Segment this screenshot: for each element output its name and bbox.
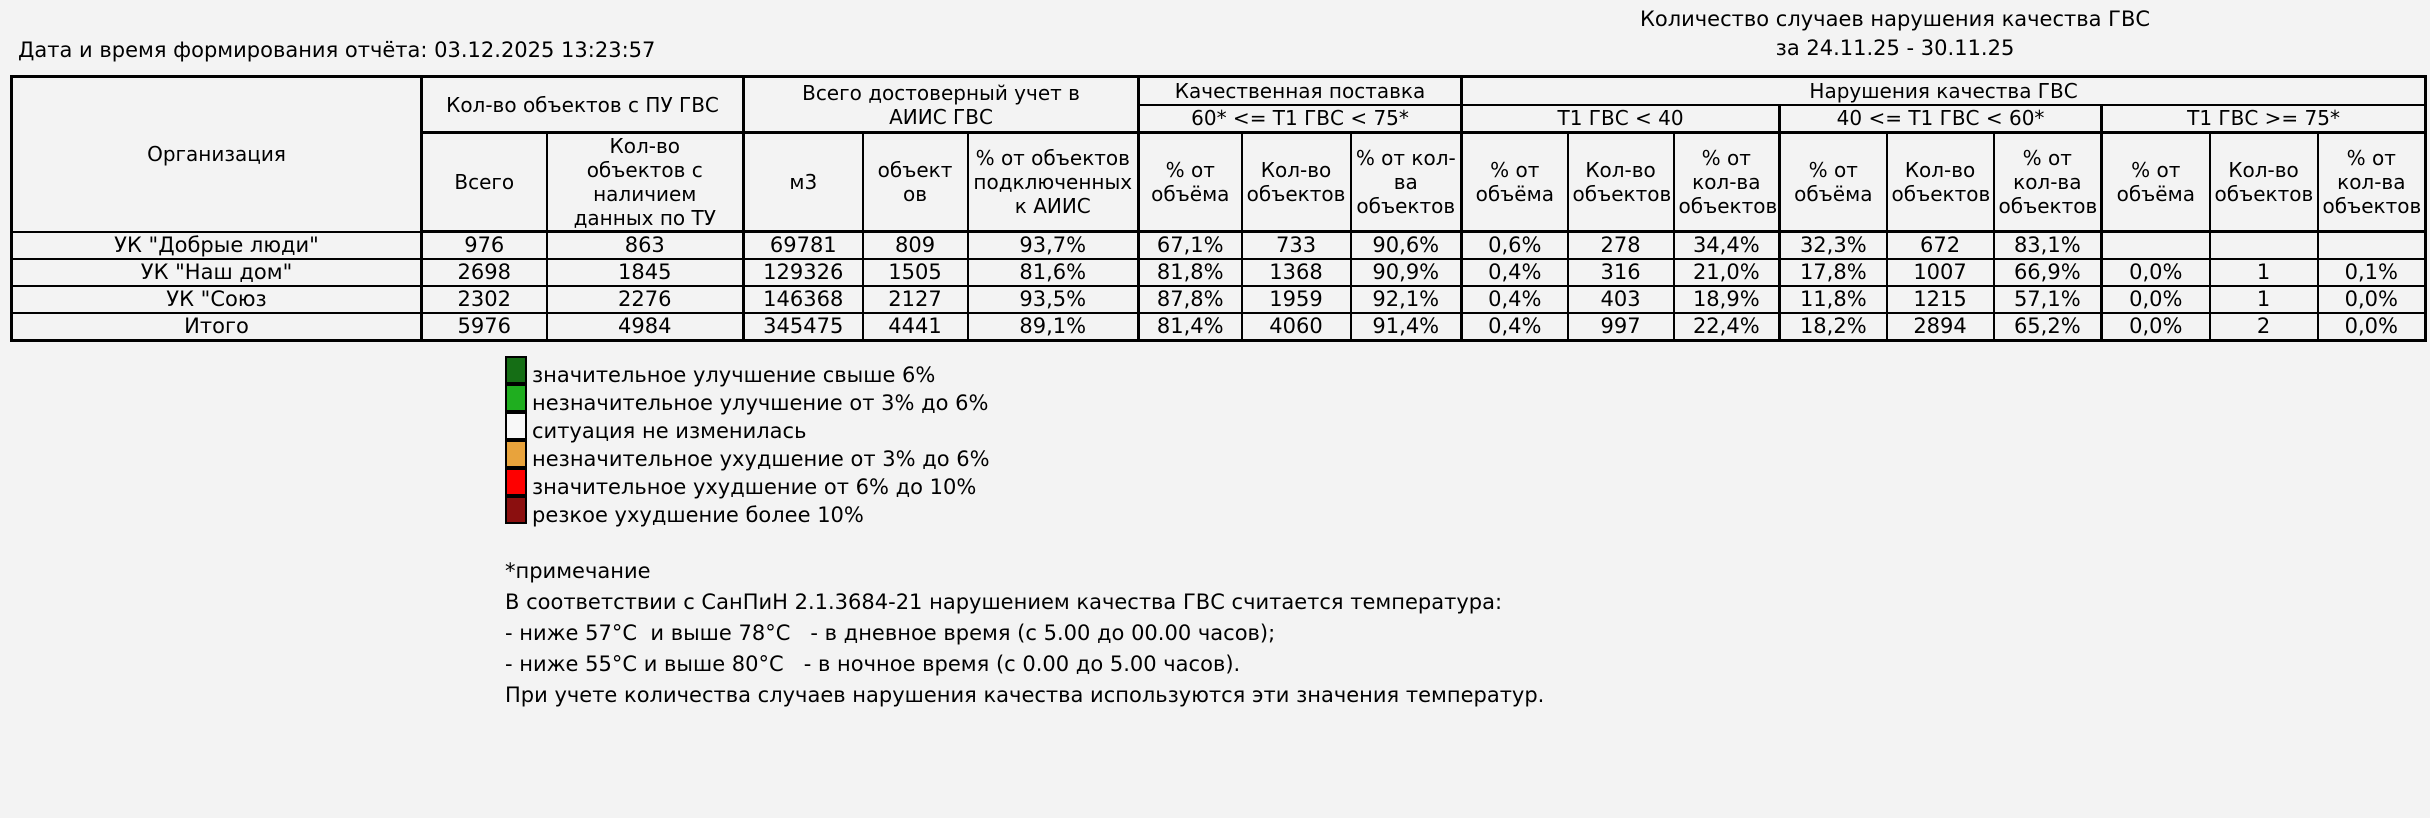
value-cell: 89,1%	[968, 313, 1139, 341]
value-cell: 57,1%	[1994, 286, 2102, 313]
report-datetime: Дата и время формирования отчёта: 03.12.2025 13:23:57	[18, 38, 656, 62]
value-cell: 0,0%	[2318, 313, 2426, 341]
legend-label: значительное ухудшение от 6% до 10%	[532, 475, 977, 499]
value-cell: 0,0%	[2102, 286, 2210, 313]
value-cell: 91,4%	[1351, 313, 1462, 341]
report-title-line1: Количество случаев нарушения качества ГВС	[1639, 7, 2151, 31]
legend-swatch	[505, 412, 527, 440]
value-cell: 65,2%	[1994, 313, 2102, 341]
value-cell: 17,8%	[1780, 259, 1887, 286]
col-header-40-60-pct-volume: % от объёма	[1780, 133, 1887, 232]
value-cell: 11,8%	[1780, 286, 1887, 313]
col-header-quality-pct-count: % от кол-ва объектов	[1351, 133, 1462, 232]
value-cell: 22,4%	[1674, 313, 1780, 341]
col-header-m3: м3	[744, 133, 863, 232]
value-cell: 21,0%	[1674, 259, 1780, 286]
col-range-below-40: Т1 ГВС < 40	[1462, 105, 1780, 133]
col-range-quality: 60* <= Т1 ГВС < 75*	[1139, 105, 1462, 133]
value-cell: 316	[1568, 259, 1674, 286]
legend-swatch	[505, 384, 527, 412]
table-row	[12, 286, 2426, 313]
legend-swatch	[505, 356, 527, 384]
value-cell: 1215	[1887, 286, 1994, 313]
value-cell: 1	[2210, 259, 2318, 286]
value-cell: 18,9%	[1674, 286, 1780, 313]
org-cell: УК "Наш дом"	[12, 259, 422, 286]
value-cell	[2102, 232, 2210, 260]
value-cell: 66,9%	[1994, 259, 2102, 286]
value-cell: 83,1%	[1994, 232, 2102, 260]
value-cell: 0,4%	[1462, 286, 1568, 313]
col-header-40-60-pct-count: % от кол-ва объектов	[1994, 133, 2102, 232]
org-cell: УК "Союз	[12, 286, 422, 313]
value-cell: 67,1%	[1139, 232, 1242, 260]
col-header-below40-count: Кол-во объектов	[1568, 133, 1674, 232]
value-cell: 1505	[863, 259, 968, 286]
value-cell: 1959	[1242, 286, 1351, 313]
col-header-pu-total: Всего	[422, 133, 547, 232]
col-header-above75-count: Кол-во объектов	[2210, 133, 2318, 232]
legend-swatch	[505, 468, 527, 496]
report-table-body	[12, 232, 2426, 341]
org-cell: Итого	[12, 313, 422, 341]
col-header-below40-pct-volume: % от объёма	[1462, 133, 1568, 232]
value-cell: 90,6%	[1351, 232, 1462, 260]
col-header-pu-with-tu	[547, 133, 744, 232]
footnote-line: - ниже 57°С и выше 78°С - в дневное время (с 5.00 до 00.00 часов);	[505, 621, 1276, 645]
value-cell: 809	[863, 232, 968, 260]
value-cell: 0,0%	[2102, 313, 2210, 341]
value-cell	[2318, 232, 2426, 260]
footnote	[505, 556, 1544, 711]
legend-swatch	[505, 440, 527, 468]
value-cell: 32,3%	[1780, 232, 1887, 260]
table-row	[12, 232, 2426, 260]
value-cell: 2127	[863, 286, 968, 313]
value-cell: 2894	[1887, 313, 1994, 341]
col-group-quality-violations: Нарушения качества ГВС	[1462, 77, 2426, 105]
value-cell: 34,4%	[1674, 232, 1780, 260]
col-header-quality-pct-volume: % от объёма	[1139, 133, 1242, 232]
col-header-above75-pct-volume: % от объёма	[2102, 133, 2210, 232]
value-cell: 69781	[744, 232, 863, 260]
col-header-quality-count: Кол-во объектов	[1242, 133, 1351, 232]
value-cell: 672	[1887, 232, 1994, 260]
value-cell: 345475	[744, 313, 863, 341]
value-cell: 733	[1242, 232, 1351, 260]
legend-item	[505, 356, 990, 387]
value-cell: 1	[2210, 286, 2318, 313]
value-cell: 0,4%	[1462, 313, 1568, 341]
legend-label: резкое ухудшение более 10%	[532, 503, 864, 527]
value-cell: 4984	[547, 313, 744, 341]
footnote-line: - ниже 55°С и выше 80°С - в ночное время (с 0.00 до 5.00 часов).	[505, 652, 1241, 676]
legend	[505, 356, 990, 527]
value-cell: 146368	[744, 286, 863, 313]
value-cell: 93,7%	[968, 232, 1139, 260]
value-cell: 1368	[1242, 259, 1351, 286]
value-cell: 403	[1568, 286, 1674, 313]
col-header-pu-with-tu-label: Кол-во объектов с наличием данных по ТУ	[573, 134, 716, 230]
value-cell: 0,6%	[1462, 232, 1568, 260]
value-cell: 4060	[1242, 313, 1351, 341]
legend-label: значительное улучшение свыше 6%	[532, 363, 936, 387]
col-header-organization: Организация	[12, 77, 422, 232]
value-cell: 0,1%	[2318, 259, 2426, 286]
value-cell: 87,8%	[1139, 286, 1242, 313]
value-cell: 81,8%	[1139, 259, 1242, 286]
value-cell: 997	[1568, 313, 1674, 341]
value-cell: 1845	[547, 259, 744, 286]
value-cell: 0,0%	[2102, 259, 2210, 286]
value-cell: 2276	[547, 286, 744, 313]
footnote-line: *примечание	[505, 559, 651, 583]
value-cell: 863	[547, 232, 744, 260]
value-cell: 81,4%	[1139, 313, 1242, 341]
value-cell: 90,9%	[1351, 259, 1462, 286]
value-cell: 2698	[422, 259, 547, 286]
value-cell: 1007	[1887, 259, 1994, 286]
legend-label: незначительное ухудшение от 3% до 6%	[532, 447, 990, 471]
value-cell: 278	[1568, 232, 1674, 260]
col-range-above-75: Т1 ГВС >= 75*	[2102, 105, 2426, 133]
value-cell: 2	[2210, 313, 2318, 341]
value-cell: 81,6%	[968, 259, 1139, 286]
col-range-40-60: 40 <= Т1 ГВС < 60*	[1780, 105, 2102, 133]
value-cell: 5976	[422, 313, 547, 341]
value-cell: 18,2%	[1780, 313, 1887, 341]
col-header-40-60-count: Кол-во объектов	[1887, 133, 1994, 232]
col-header-below40-pct-count: % от кол-ва объектов	[1674, 133, 1780, 232]
legend-swatch	[505, 496, 527, 524]
col-header-above75-pct-count: % от кол-ва объектов	[2318, 133, 2426, 232]
col-header-aiis-objects-label: объектов	[877, 158, 953, 206]
col-group-quality-supply: Качественная поставка	[1139, 77, 1462, 105]
value-cell: 0,4%	[1462, 259, 1568, 286]
value-cell: 129326	[744, 259, 863, 286]
value-cell: 93,5%	[968, 286, 1139, 313]
value-cell: 976	[422, 232, 547, 260]
footnote-line: При учете количества случаев нарушения качества используются эти значения температур.	[505, 683, 1545, 707]
col-header-aiis-pct: % от объектов подключенных к АИИС	[968, 133, 1139, 232]
value-cell: 4441	[863, 313, 968, 341]
org-cell: УК "Добрые люди"	[12, 232, 422, 260]
legend-label: ситуация не изменилась	[532, 419, 807, 443]
value-cell: 2302	[422, 286, 547, 313]
report-title	[1380, 5, 2410, 63]
footnote-line: В соответствии с СанПиН 2.1.3684-21 нарушением качества ГВС считается температура:	[505, 590, 1503, 614]
value-cell: 0,0%	[2318, 286, 2426, 313]
col-header-aiis-objects	[863, 133, 968, 232]
col-group-aiis	[744, 77, 1139, 133]
legend-label: незначительное улучшение от 3% до 6%	[532, 391, 989, 415]
report-title-period: за 24.11.25 - 30.11.25	[1775, 36, 2015, 60]
col-group-aiis-label: Всего достоверный учет в АИИС ГВС	[802, 80, 1080, 129]
col-group-pu-gvs: Кол-во объектов с ПУ ГВС	[422, 77, 744, 133]
report-table	[10, 75, 2427, 342]
value-cell	[2210, 232, 2318, 260]
value-cell: 92,1%	[1351, 286, 1462, 313]
table-row	[12, 313, 2426, 341]
table-row	[12, 259, 2426, 286]
